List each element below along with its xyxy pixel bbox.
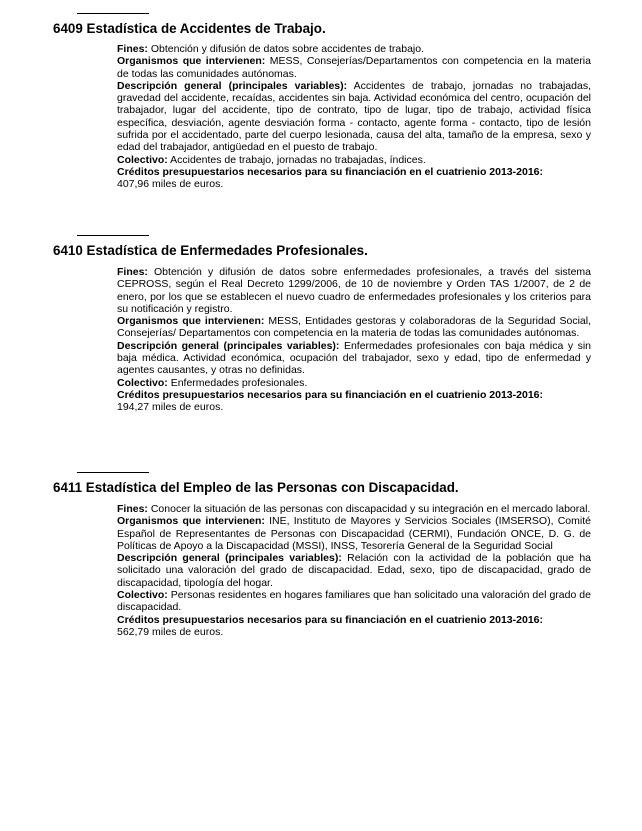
entry-title-text: Estadística de Accidentes de Trabajo. — [86, 21, 326, 36]
organismos-label: Organismos que intervienen: — [117, 55, 266, 68]
creditos-label: Créditos presupuestarios necesarios para su financiación en el cuatrienio 2013-2016: — [117, 165, 543, 178]
descripcion-paragraph — [117, 80, 591, 154]
descripcion-text: Relación con la actividad de la población que ha solicitado una valoración del grado de discapacidad. Edad, sexo, tipo de discapacidad, grado de discapacidad, tipología del hogar. — [117, 552, 592, 589]
organismos-text: MESS, Consejerías/Departamentos con competencia en la materia de todas las comunidades autónomas. — [117, 55, 591, 80]
colectivo-label: Colectivo: — [117, 376, 168, 389]
creditos-label: Créditos presupuestarios necesarios para su financiación en el cuatrienio 2013-2016: — [117, 388, 543, 401]
descripcion-text: Enfermedades profesionales con baja médica y sin baja médica. Actividad económica, ocupación del trabajador, sexo y edad, tipo de enfermedad y agentes causantes, y otras no definidas. — [117, 339, 591, 377]
organismos-paragraph — [117, 55, 591, 80]
fines-paragraph — [117, 266, 591, 315]
entry-code: 6410 — [53, 243, 83, 258]
entry-title — [53, 243, 368, 258]
colectivo-paragraph — [117, 589, 591, 614]
fines-paragraph — [117, 43, 591, 55]
descripcion-paragraph — [117, 552, 591, 589]
fines-label: Fines: — [117, 43, 148, 55]
entry-code: 6409 — [53, 21, 83, 36]
creditos-paragraph — [117, 166, 591, 178]
section-rule — [77, 13, 149, 14]
fines-text: Obtención y difusión de datos sobre accidentes de trabajo. — [150, 43, 425, 55]
fines-text: Conocer la situación de las personas con discapacidad y su integración en el mercado laboral. — [150, 503, 591, 515]
descripcion-text: Accidentes de trabajo, jornadas no trabajadas, gravedad del accidente, recaídas, accidentes sin baja. Actividad económica del centro, ocupación del trabajador, lugar del accidente, tipo de contrato, tipo de lugar, tipo de trabajo, actividad física específica, desviación, agente desviación forma - contacto, agente forma - contacto, tipo de lesión sufrida por el accidentado, parte del cuerpo lesionada, causa del alta, tamaño de la empresa, sexo y edad del trabajador, antigüedad en el puesto de trabajo. — [117, 79, 591, 154]
colectivo-text: Enfermedades profesionales. — [170, 376, 308, 389]
entry-body — [117, 503, 591, 638]
creditos-value: 407,96 miles de euros. — [117, 178, 224, 191]
colectivo-paragraph — [117, 154, 591, 166]
section-rule — [77, 235, 149, 236]
organismos-text: INE, Instituto de Mayores y Servicios Sociales (IMSERSO), Comité Español de Representantes de Personas con Discapacidad (CERMI), Fundación ONCE, D. G. de Políticas de Apoyo a la Discapacidad (MSSI), INSS, Tesorería General de la Seguridad Social — [117, 515, 591, 552]
descripcion-label: Descripción general (principales variables): — [117, 552, 342, 565]
creditos-paragraph — [117, 614, 591, 626]
entry-title-text: Estadística del Empleo de las Personas con Discapacidad. — [85, 480, 459, 495]
descripcion-label: Descripción general (principales variables): — [117, 79, 348, 92]
entry-title — [53, 21, 326, 36]
organismos-paragraph — [117, 515, 591, 552]
colectivo-paragraph — [117, 377, 591, 389]
colectivo-text: Accidentes de trabajo, jornadas no trabajadas, índices. — [170, 153, 426, 166]
fines-text: Obtención y difusión de datos sobre enfermedades profesionales, a través del sistema CEPROSS, según el Real Decreto 1299/2006, de 10 de noviembre y Orden TAS 1/2007, de 2 de enero, por los que se establecen el nuevo cuadro de enfermedades profesionales y los criterios para su notificación y registro. — [117, 266, 591, 315]
creditos-paragraph — [117, 389, 591, 401]
organismos-label: Organismos que intervienen: — [117, 515, 265, 528]
entry-title-text: Estadística de Enfermedades Profesionales. — [86, 243, 368, 258]
organismos-label: Organismos que intervienen: — [117, 315, 265, 328]
descripcion-label: Descripción general (principales variables): — [117, 339, 340, 352]
organismos-text: MESS, Entidades gestoras y colaboradoras de la Seguridad Social, Consejerías/ Departamentos con competencia en la materia de todas las comunidades autónomas. — [117, 315, 591, 340]
organismos-paragraph — [117, 315, 591, 340]
entry-body — [117, 266, 591, 414]
entry-body — [117, 43, 591, 191]
entry-title — [53, 480, 459, 495]
creditos-label: Créditos presupuestarios necesarios para su financiación en el cuatrienio 2013-2016: — [117, 613, 543, 626]
fines-paragraph — [117, 503, 591, 515]
colectivo-text: Personas residentes en hogares familiares que han solicitado una valoración del grado de discapacidad. — [117, 589, 591, 614]
fines-label: Fines: — [117, 503, 148, 515]
descripcion-paragraph — [117, 340, 591, 377]
colectivo-label: Colectivo: — [117, 589, 168, 602]
fines-label: Fines: — [117, 266, 148, 278]
creditos-value: 194,27 miles de euros. — [117, 401, 224, 414]
entry-code: 6411 — [53, 480, 83, 495]
section-rule — [77, 472, 149, 473]
colectivo-label: Colectivo: — [117, 153, 168, 166]
creditos-value: 562,79 miles de euros. — [117, 625, 224, 638]
